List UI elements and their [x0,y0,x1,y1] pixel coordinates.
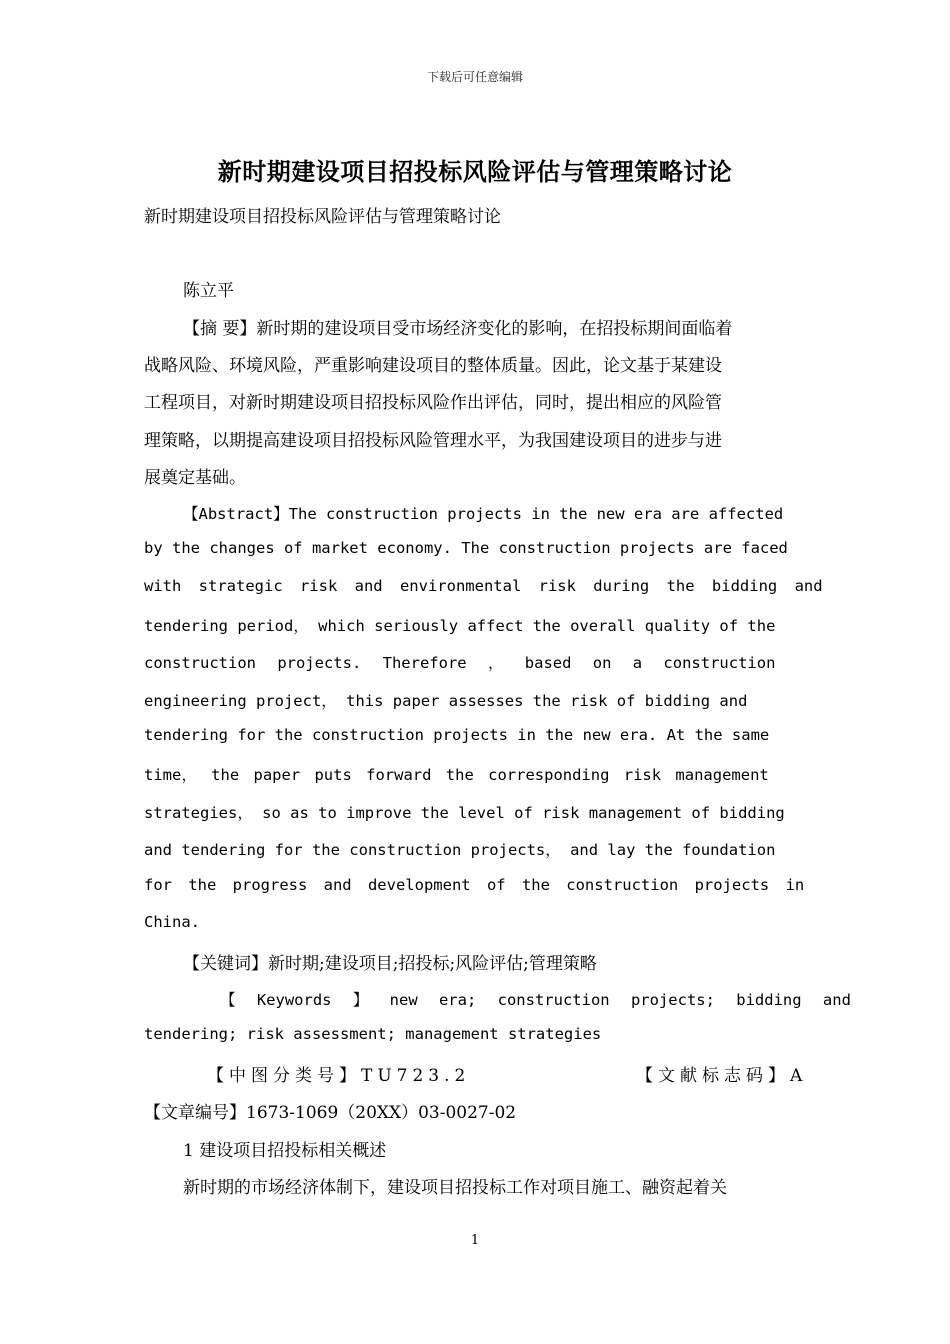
keywords-cn: 【关键词】新时期;建设项目;招投标;风险评估;管理策略 [183,954,597,974]
document-subtitle: 新时期建设项目招投标风险评估与管理策略讨论 [144,207,501,227]
page-number: 1 [470,1233,480,1248]
header-note: 下载后可任意编辑 [426,70,523,84]
article-number: 【文章编号】1673-1069（20XX）03-0027-02 [144,1103,517,1123]
author-name: 陈立平 [183,281,234,301]
abstract-en-line: tendering period， which seriously affect the overall quality of the [144,617,776,635]
section-heading: 1 建设项目招投标相关概述 [183,1141,387,1161]
abstract-en-line: China. [144,913,200,931]
abstract-cn-line: 战略风险、环境风险，严重影响建设项目的整体质量。因此，论文基于某建设 [144,356,722,376]
document-title: 新时期建设项目招投标风险评估与管理策略讨论 [217,157,733,186]
classification-code: 【中图分类号】TU723.2 [207,1066,471,1086]
abstract-en-line: engineering project， this paper assesses the risk of bidding and [144,692,748,710]
abstract-en-line: construction projects. Therefore ， based on a construction [144,654,776,672]
abstract-en-line: and tendering for the construction projects， and lay the foundation [144,841,776,859]
abstract-cn-line: 【摘 要】新时期的建设项目受市场经济变化的影响，在招投标期间面临着 [183,319,733,339]
abstract-en-line: by the changes of market economy. The construction projects are faced [144,539,788,557]
document-code: 【文献标志码】A [636,1066,808,1086]
abstract-en-line: for the progress and development of the construction projects in [144,876,805,894]
abstract-cn-line: 理策略，以期提高建设项目招投标风险管理水平，为我国建设项目的进步与进 [144,431,722,451]
abstract-en-line: tendering for the construction projects in the new era. At the same [144,726,770,744]
abstract-en-line: strategies， so as to improve the level of risk management of bidding [144,804,785,822]
abstract-en-line: with strategic risk and environmental risk during the bidding and [144,577,823,595]
keywords-en-line: 【 Keywords 】 new era; construction projects; bidding and [220,991,851,1009]
abstract-cn-line: 工程项目，对新时期建设项目招投标风险作出评估，同时，提出相应的风险管 [144,393,722,413]
abstract-en-line: 【Abstract】The construction projects in the new era are affected [183,505,784,523]
abstract-en-line: time， the paper puts forward the corresponding risk management [144,766,769,784]
abstract-cn-line: 展奠定基础。 [144,468,246,488]
body-paragraph-line: 新时期的市场经济体制下，建设项目招投标工作对项目施工、融资起着关 [183,1178,727,1198]
keywords-en-line: tendering; risk assessment; management strategies [144,1025,602,1043]
